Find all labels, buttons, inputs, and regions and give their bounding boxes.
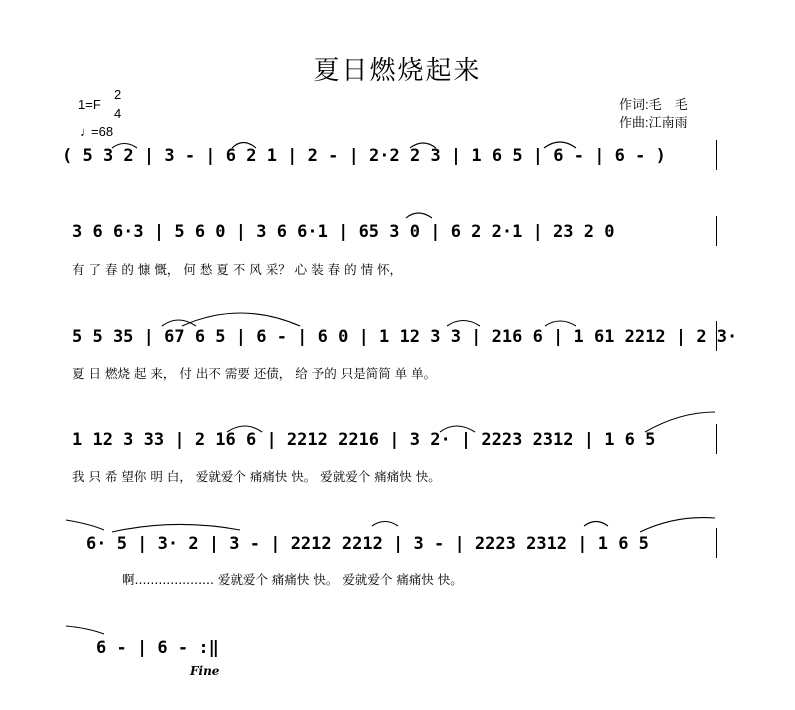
tempo-marking: =68 bbox=[91, 124, 114, 139]
system-5-notes: 6· 5 | 3· 2 | 3 - | 2212 2212 | 3 - | 2223 2312 | 1 6 5 bbox=[86, 534, 649, 554]
time-signature-top: 2 bbox=[114, 87, 122, 102]
system-2-notes: 3 6 6·3 | 5 6 0 | 3 6 6·1 | 65 3 0 | 6 2 2·1 | 23 2 0 bbox=[72, 222, 615, 242]
bar-line bbox=[716, 321, 717, 351]
system-4-lyrics: 我 只 希 望你 明 白， 爱就爱个 痛痛快 快。 爱就爱个 痛痛快 快。 bbox=[72, 469, 441, 484]
bar-line bbox=[716, 528, 717, 558]
system-3-lyrics: 夏 日 燃烧 起 来， 付 出不 需要 还债， 给 予的 只是简简 单 单。 bbox=[72, 366, 437, 381]
quarter-note-icon: ♩ bbox=[80, 124, 93, 139]
system-1-notes: ( 5 3 2 | 3 - | 6 2 1 | 2 - | 2·2 2 3 | 1 6 5 | 6 - | 6 - ) bbox=[62, 146, 666, 166]
song-title: 夏日燃烧起来 bbox=[313, 56, 482, 86]
bar-line bbox=[716, 424, 717, 454]
fine-marking: Fine bbox=[190, 664, 220, 678]
key-signature: 1=F bbox=[78, 97, 101, 112]
composer-credit: 作曲:江南雨 bbox=[619, 115, 688, 130]
system-4-notes: 1 12 3 33 | 2 16 6 | 2212 2216 | 3 2· | 2223 2312 | 1 6 5 bbox=[72, 430, 656, 450]
lyricist-credit: 作词:毛 毛 bbox=[619, 97, 688, 112]
system-5-lyrics: 啊.................... 爱就爱个 痛痛快 快。 爱就爱个 痛痛快 快。 bbox=[122, 572, 463, 587]
system-3-notes: 5 5 35 | 67 6 5 | 6 - | 6 0 | 1 12 3 3 | 216 6 | 1 61 2212 | 2 3· bbox=[72, 327, 738, 347]
system-6-notes: 6 - | 6 - :‖ bbox=[96, 638, 219, 658]
time-signature-bottom: 4 bbox=[114, 106, 122, 121]
system-2-lyrics: 有 了 春 的 慷 慨， 何 愁 夏 不 风 采？ 心 装 春 的 情 怀， bbox=[72, 262, 403, 277]
bar-line bbox=[716, 140, 717, 170]
bar-line bbox=[716, 216, 717, 246]
